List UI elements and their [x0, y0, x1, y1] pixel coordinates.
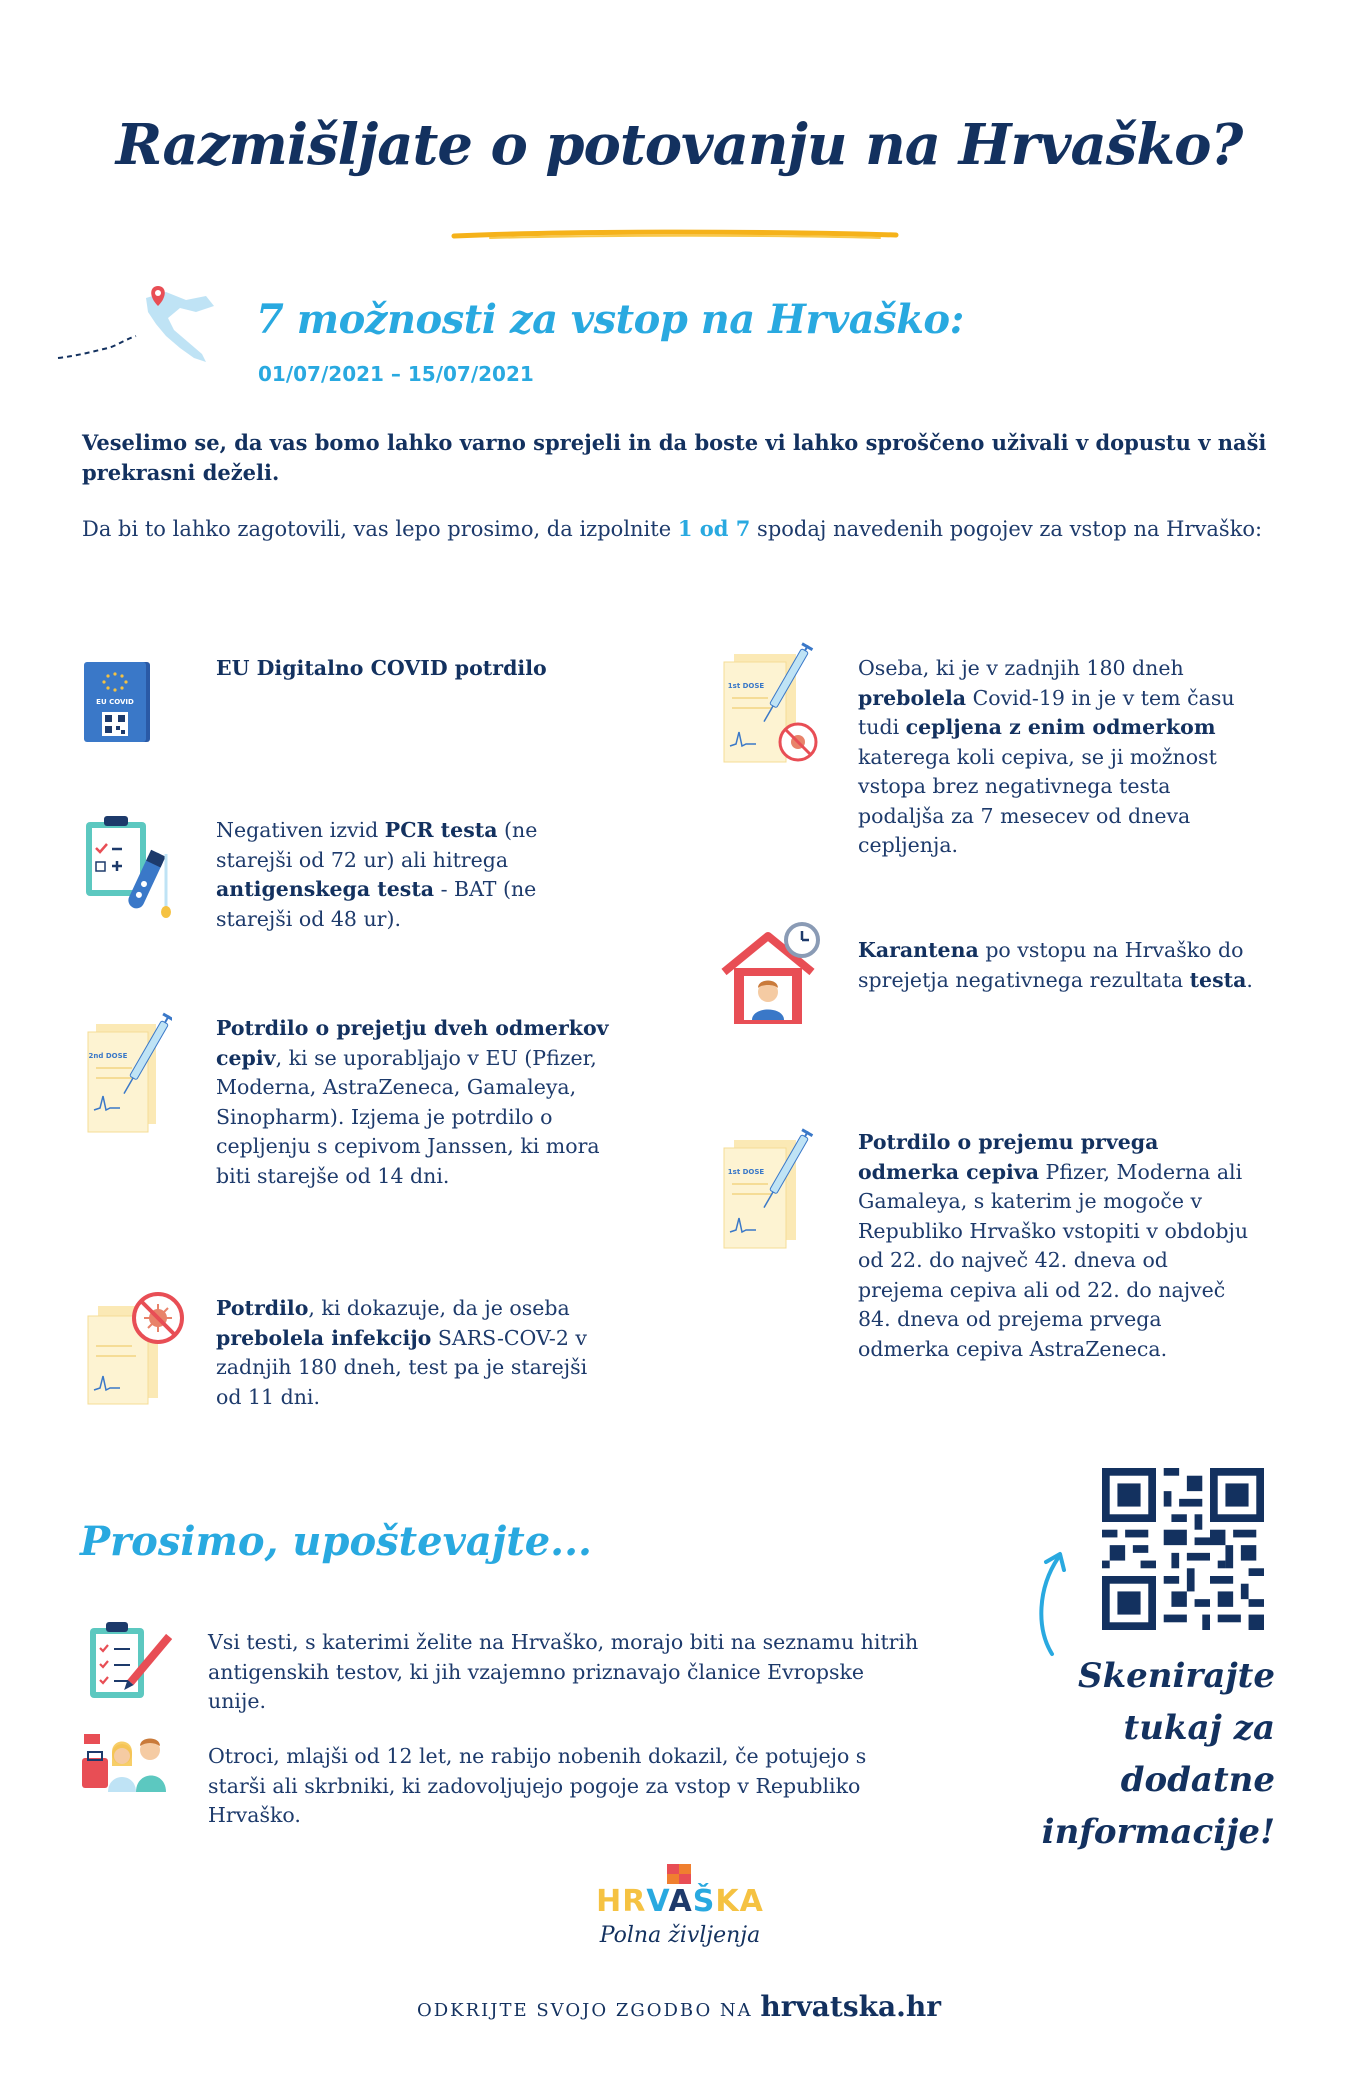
hrvatska-logo[interactable]: [590, 1862, 770, 1948]
text-bold: prebolela infekcijo: [216, 1325, 432, 1350]
text-part: , ki se uporabljajo v EU (Pfizer, Moderna, AstraZeneca, Gamaleya, Sinopharm). Izjema je potrdilo o cepljenju s cepivom Janssen, ki mora biti starejše od 14 dni.: [216, 1045, 600, 1188]
croatia-map-icon: [56, 278, 226, 378]
text-part: Covid-19 in je v tem času tudi: [858, 685, 1235, 739]
text-part: , ki dokazuje, da je oseba: [308, 1296, 570, 1320]
qr-code[interactable]: [1102, 1468, 1264, 1630]
first-dose-label: 1st DOSE: [727, 1168, 765, 1176]
text-bold: PCR testa: [384, 818, 498, 842]
text-bold: antigenskega testa: [216, 877, 435, 901]
checklist-pen-icon: [86, 1620, 172, 1702]
test-clipboard-icon: [82, 814, 182, 920]
scan-instructions: [985, 1650, 1275, 1858]
text-bold: testa: [1189, 967, 1247, 992]
intro-text: [82, 514, 1282, 544]
note-children: Otroci, mlajši od 12 let, ne rabijo nobenih dokazil, če potujejo s starši ali skrbniki, ki zadovoljujejo pogoje za vstop v Republiko Hrvaško.: [208, 1744, 867, 1827]
option-eu-certificate: [216, 654, 616, 684]
text-part: Pfizer, Moderna ali Gamaleya, s katerim je mogoče v Republiko Hrvaško vstopiti v obdobju od 22. do največ 42. dneva od prejema cepiva ali od 22. do največ 84. dneva od prejema prvega odmerka cepiva AstraZeneca.: [858, 1159, 1249, 1361]
text-part: - BAT (ne starejši od 48 ur).: [216, 877, 537, 931]
text-part: po vstopu na Hrvaško do sprejetja negativnega rezultata: [858, 938, 1244, 992]
family-travel-icon: [78, 1728, 174, 1792]
intro-part: spodaj navedenih pogojev za vstop na Hrvaško:: [750, 517, 1263, 541]
text-part: SARS-COV-2 v zadnjih 180 dneh, test pa je starejši od 11 dni.: [216, 1325, 588, 1409]
text-bold: cepljena z enim odmerkom: [905, 715, 1216, 739]
subtitle: 7 možnosti za vstop na Hrvaško:: [256, 296, 964, 343]
note-tests: Vsi testi, s katerimi želite na Hrvaško, morajo biti na seznamu hitrih antigenskih testov, ki jih vzajemno priznavajo članice Evropske unije.: [208, 1630, 919, 1713]
quarantine-house-icon: [718, 922, 828, 1032]
date-range: 01/07/2021 – 15/07/2021: [258, 362, 534, 386]
text-bold: Karantena: [858, 938, 979, 962]
text-bold: Potrdilo o prejetju dveh odmerkov cepiv: [216, 1016, 609, 1070]
footer-discover: [0, 1990, 1358, 2023]
option-test: [216, 816, 616, 934]
scan-line: informacije!: [1041, 1812, 1275, 1852]
text-bold: prebolela: [858, 685, 967, 710]
option-recovered: [216, 1294, 616, 1412]
logo-tagline: Polna življenja: [599, 1923, 761, 1948]
notes-title: Prosimo, upoštevajte...: [80, 1518, 592, 1565]
text-part: Oseba, ki je v zadnjih 180 dneh: [858, 656, 1184, 680]
intro-bold: Veselimo se, da vas bomo lahko varno sprejeli in da boste vi lahko sproščeno uživali v dopustu v naši prekrasni deželi.: [82, 430, 1267, 485]
intro-highlight: 1 od 7: [677, 516, 751, 541]
logo-word: HRVAŠKA: [596, 1884, 764, 1919]
text-part: Negativen izvid: [216, 818, 385, 842]
eu-covid-certificate-icon: [82, 660, 152, 744]
eu-covid-label: EU COVID: [96, 698, 134, 706]
option-quarantine: [858, 936, 1258, 995]
first-dose-label: 1st DOSE: [727, 682, 765, 690]
curved-arrow-icon: [1030, 1548, 1080, 1658]
second-dose-label: 2nd DOSE: [88, 1052, 128, 1060]
page-title: Razmišljate o potovanju na Hrvaško?: [115, 112, 1243, 178]
website-link[interactable]: hrvatska.hr: [760, 1990, 942, 2023]
scan-line: tukaj za dodatne: [1120, 1708, 1275, 1800]
option-bold: EU Digitalno COVID potrdilo: [216, 656, 547, 680]
option-first-dose: [858, 1128, 1258, 1364]
text-bold: Potrdilo: [216, 1296, 309, 1320]
text-bold: Potrdilo o prejemu prvega odmerka cepiva: [858, 1130, 1159, 1184]
text-part: .: [1246, 967, 1253, 992]
intro-part: Da bi to lahko zagotovili, vas lepo prosimo, da izpolnite: [82, 517, 678, 541]
discover-text: ODKRIJTE SVOJO ZGODBO NA: [416, 2000, 761, 2021]
option-two-doses: [216, 1014, 616, 1191]
text-part: katerega koli cepiva, se ji možnost vstopa brez negativnega testa podaljša za 7 mesecev od dneva cepljenja.: [858, 744, 1217, 857]
recovered-certificate-icon: [82, 1290, 186, 1406]
first-dose-certificate-icon: [718, 1126, 818, 1254]
title-underline: [450, 228, 900, 242]
second-dose-certificate-icon: [82, 1010, 172, 1138]
option-recovered-vaccinated: [858, 654, 1258, 861]
text-part: (ne starejši od 72 ur) ali hitrega: [216, 818, 538, 872]
first-dose-recovered-icon: [718, 640, 828, 768]
scan-line: Skenirajte: [1078, 1656, 1275, 1696]
